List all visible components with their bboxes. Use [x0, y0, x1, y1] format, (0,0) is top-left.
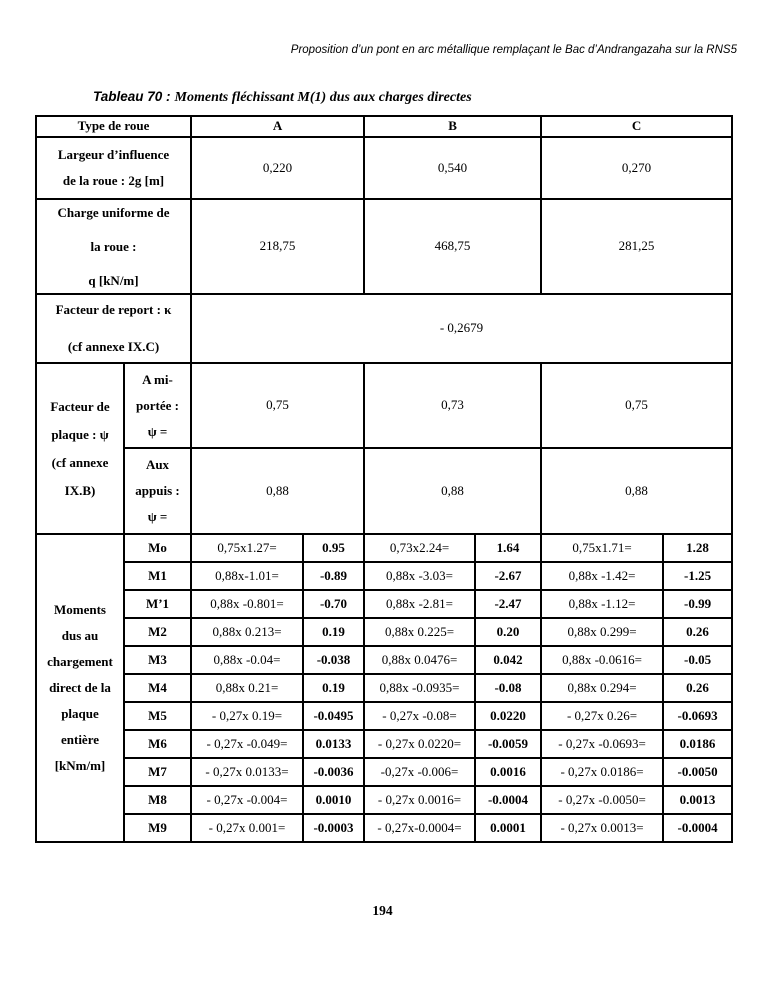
moment-row	[36, 534, 732, 562]
moment-value-b: -0.0059	[475, 730, 541, 758]
moment-value-c: 0.0186	[663, 730, 732, 758]
moment-expr-c: - 0,27x -0.0050=	[541, 786, 663, 814]
moment-name-cell: M7	[124, 758, 191, 786]
moment-expr-c: 0,88x 0.299=	[541, 618, 663, 646]
table-caption-number: Tableau 70 :	[93, 89, 171, 104]
moment-value-c: -1.25	[663, 562, 732, 590]
moment-row	[36, 702, 732, 730]
moment-expr-c: - 0,27x 0.0013=	[541, 814, 663, 842]
moment-value-b: 0.0220	[475, 702, 541, 730]
header-cell-c: C	[541, 116, 732, 137]
moment-value-a: 0.19	[303, 618, 364, 646]
table-caption-text: Moments fléchissant M(1) dus aux charges directes	[174, 90, 472, 105]
moment-row	[36, 730, 732, 758]
midspan-value-b: 0,73	[364, 363, 541, 448]
moment-expr-b: 0,88x -3.03=	[364, 562, 475, 590]
moment-value-a: 0.19	[303, 674, 364, 702]
moment-name-cell: Mo	[124, 534, 191, 562]
moment-expr-b: 0,88x -2.81=	[364, 590, 475, 618]
report-row	[36, 294, 732, 363]
moment-row	[36, 618, 732, 646]
moment-value-b: 0.20	[475, 618, 541, 646]
moment-expr-a: 0,75x1.27=	[191, 534, 303, 562]
moment-expr-c: 0,88x 0.294=	[541, 674, 663, 702]
moment-expr-b: 0,88x -0.0935=	[364, 674, 475, 702]
moment-value-a: -0.70	[303, 590, 364, 618]
plaque-label-line1: Facteur de	[50, 398, 110, 414]
supports-label-line1: Aux	[145, 457, 170, 472]
page-number: 194	[372, 903, 393, 918]
moment-expr-b: - 0,27x 0.0220=	[364, 730, 475, 758]
plaque-label-cell	[36, 363, 124, 534]
charge-row	[36, 199, 732, 294]
moment-value-a: -0.89	[303, 562, 364, 590]
plaque-supports-row	[36, 448, 732, 534]
moment-expr-c: - 0,27x -0.0693=	[541, 730, 663, 758]
moment-name-cell: M1	[124, 562, 191, 590]
moment-expr-c: 0,88x -1.12=	[541, 590, 663, 618]
largeur-value-a: 0,220	[191, 137, 364, 199]
moment-value-b: -2.47	[475, 590, 541, 618]
moment-expr-a: - 0,27x 0.001=	[191, 814, 303, 842]
moments-label-line5: plaque	[61, 706, 99, 721]
moment-name-cell: M5	[124, 702, 191, 730]
moment-value-a: 0.0010	[303, 786, 364, 814]
report-label-cell	[36, 294, 191, 363]
moment-value-a: -0.0036	[303, 758, 364, 786]
moment-expr-a: - 0,27x -0.004=	[191, 786, 303, 814]
largeur-label-cell	[36, 137, 191, 199]
header-cell-a: A	[191, 116, 364, 137]
moment-value-a: 0.0133	[303, 730, 364, 758]
largeur-value-b: 0,540	[364, 137, 541, 199]
moment-value-a: 0.95	[303, 534, 364, 562]
charge-label-line1: Charge uniforme de	[57, 204, 170, 220]
largeur-label-line2: de la roue : 2g [m]	[62, 173, 165, 188]
moments-label-line7: [kNm/m]	[54, 758, 106, 773]
moment-expr-a: - 0,27x 0.0133=	[191, 758, 303, 786]
moment-expr-c: 0,88x -1.42=	[541, 562, 663, 590]
charge-value-b: 468,75	[364, 199, 541, 294]
midspan-label-line1: A mi-	[142, 371, 173, 387]
moment-value-a: -0.0495	[303, 702, 364, 730]
midspan-value-a: 0,75	[191, 363, 364, 448]
supports-value-c: 0,88	[541, 448, 732, 534]
plaque-midspan-row	[36, 363, 732, 448]
moment-expr-a: 0,88x -0.04=	[191, 646, 303, 674]
moment-value-b: 0.042	[475, 646, 541, 674]
charge-value-c: 281,25	[541, 199, 732, 294]
header-cell-b: B	[364, 116, 541, 137]
charge-label-cell	[36, 199, 191, 294]
moment-value-c: 0.0013	[663, 786, 732, 814]
moments-table	[35, 115, 733, 843]
moment-row	[36, 758, 732, 786]
moments-label-line2: dus au	[61, 628, 99, 643]
supports-label-line2: appuis :	[135, 483, 180, 498]
moment-value-c: 0.26	[663, 618, 732, 646]
charge-label-line2: la roue :	[90, 238, 137, 254]
moment-row	[36, 786, 732, 814]
running-header: Proposition d’un pont en arc métallique remplaçant le Bac d’Andrangazaha sur la RNS5	[290, 44, 737, 56]
moment-expr-b: 0,88x 0.225=	[364, 618, 475, 646]
midspan-label-line2: portée :	[136, 397, 179, 413]
moment-expr-b: 0,73x2.24=	[364, 534, 475, 562]
moment-expr-b: 0,88x 0.0476=	[364, 646, 475, 674]
moment-expr-a: 0,88x -0.801=	[191, 590, 303, 618]
plaque-label-line2: plaque : ψ	[51, 426, 109, 442]
moment-name-cell: M4	[124, 674, 191, 702]
moment-value-b: -0.0004	[475, 786, 541, 814]
moment-name-cell: M6	[124, 730, 191, 758]
moment-expr-a: - 0,27x 0.19=	[191, 702, 303, 730]
moment-expr-c: - 0,27x 0.26=	[541, 702, 663, 730]
moment-name-cell: M’1	[124, 590, 191, 618]
moment-value-c: -0.0004	[663, 814, 732, 842]
moment-value-a: -0.038	[303, 646, 364, 674]
moments-label-line6: entière	[60, 732, 100, 747]
moment-name-cell: M2	[124, 618, 191, 646]
moment-value-b: 0.0001	[475, 814, 541, 842]
moment-expr-b: - 0,27x 0.0016=	[364, 786, 475, 814]
largeur-label-line1: Largeur d’influence	[57, 147, 170, 162]
moment-name-cell: M3	[124, 646, 191, 674]
moment-value-c: 1.28	[663, 534, 732, 562]
moment-value-a: -0.0003	[303, 814, 364, 842]
header-row	[36, 116, 732, 137]
moments-label-line1: Moments	[54, 602, 106, 617]
moment-value-c: 0.26	[663, 674, 732, 702]
largeur-row	[36, 137, 732, 199]
moment-row	[36, 562, 732, 590]
supports-value-b: 0,88	[364, 448, 541, 534]
supports-value-a: 0,88	[191, 448, 364, 534]
moment-name-cell: M8	[124, 786, 191, 814]
moment-expr-c: 0,75x1.71=	[541, 534, 663, 562]
moment-expr-a: 0,88x-1.01=	[191, 562, 303, 590]
moments-label-line3: chargement	[47, 654, 113, 669]
moments-label-cell	[36, 534, 124, 842]
moments-label-line4: direct de la	[49, 680, 111, 695]
charge-value-a: 218,75	[191, 199, 364, 294]
moment-value-c: -0.0050	[663, 758, 732, 786]
moment-row	[36, 814, 732, 842]
moment-expr-b: -0,27x -0.006=	[364, 758, 475, 786]
report-value-cell: - 0,2679	[191, 294, 732, 363]
moment-value-b: -0.08	[475, 674, 541, 702]
moment-expr-b: - 0,27x-0.0004=	[364, 814, 475, 842]
midspan-label-cell	[124, 363, 191, 448]
moment-value-b: 1.64	[475, 534, 541, 562]
moment-value-c: -0.0693	[663, 702, 732, 730]
moment-row	[36, 590, 732, 618]
moment-row	[36, 646, 732, 674]
moment-row	[36, 674, 732, 702]
midspan-value-c: 0,75	[541, 363, 732, 448]
report-label-line2: (cf annexe IX.C)	[67, 339, 160, 354]
supports-label-line3: ψ =	[147, 509, 168, 524]
midspan-label-line3: ψ =	[147, 423, 168, 439]
moment-expr-b: - 0,27x -0.08=	[364, 702, 475, 730]
charge-label-line3: q [kN/m]	[88, 272, 139, 288]
moment-name-cell: M9	[124, 814, 191, 842]
moment-expr-c: 0,88x -0.0616=	[541, 646, 663, 674]
largeur-value-c: 0,270	[541, 137, 732, 199]
moment-value-b: 0.0016	[475, 758, 541, 786]
plaque-label-line4: IX.B)	[64, 482, 96, 498]
plaque-label-line3: (cf annexe	[51, 454, 109, 470]
moment-expr-a: - 0,27x -0.049=	[191, 730, 303, 758]
table-caption	[93, 88, 472, 106]
moment-expr-a: 0,88x 0.21=	[191, 674, 303, 702]
moment-value-b: -2.67	[475, 562, 541, 590]
moment-value-c: -0.99	[663, 590, 732, 618]
report-label-line1: Facteur de report : κ	[55, 302, 172, 317]
supports-label-cell	[124, 448, 191, 534]
moment-value-c: -0.05	[663, 646, 732, 674]
moment-expr-c: - 0,27x 0.0186=	[541, 758, 663, 786]
moment-expr-a: 0,88x 0.213=	[191, 618, 303, 646]
header-cell-type-de-roue: Type de roue	[36, 116, 191, 137]
